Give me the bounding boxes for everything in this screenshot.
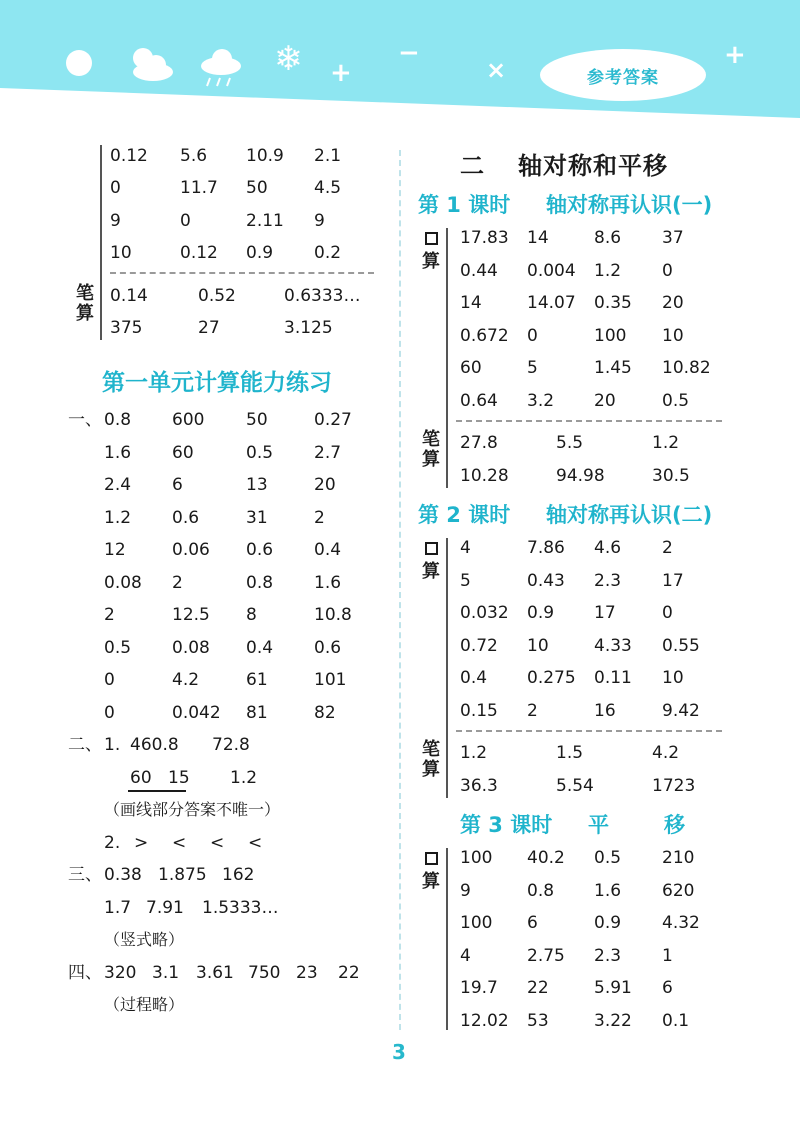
kousuan-label: 算: [422, 251, 440, 272]
value: 0: [110, 178, 121, 198]
value: 0: [662, 261, 673, 281]
value: 0.6333…: [284, 286, 361, 306]
note: （过程略）: [104, 995, 185, 1014]
comparison-symbol: <: [248, 833, 263, 853]
value: 3.2: [527, 391, 555, 411]
value: 0.6: [246, 540, 274, 560]
value: 0: [104, 670, 115, 690]
value: 6: [172, 475, 183, 495]
value: 5: [527, 358, 538, 378]
comparison-symbol: >: [134, 833, 149, 853]
value: 0.8: [104, 410, 132, 430]
lesson-title: 轴对称再认识(一): [546, 193, 713, 217]
value: 36.3: [460, 776, 498, 796]
value: 4.5: [314, 178, 342, 198]
value: 60: [130, 768, 152, 788]
value: 1.5: [556, 743, 584, 763]
value: 40.2: [527, 848, 565, 868]
value: 1723: [652, 776, 696, 796]
value: 6: [662, 978, 673, 998]
value: 8.6: [594, 228, 622, 248]
value: 1.6: [594, 881, 622, 901]
value: 12.02: [460, 1011, 509, 1031]
value: 3.61: [196, 963, 234, 983]
value: 7.91: [146, 898, 184, 918]
value: 23: [296, 963, 318, 983]
calc-bracket: [446, 848, 448, 1030]
value: 4.6: [594, 538, 622, 558]
section-separator: [456, 730, 722, 732]
value: 17.83: [460, 228, 509, 248]
value: 4.2: [652, 743, 680, 763]
sun-icon: [66, 50, 92, 76]
value: 0.4: [314, 540, 342, 560]
blank-square-icon: [425, 852, 438, 865]
kousuan-label: [420, 850, 442, 870]
value: 100: [460, 848, 493, 868]
kousuan-label: [420, 540, 442, 560]
value: 10: [110, 243, 132, 263]
value: 2: [527, 701, 538, 721]
answer-key-badge: 参考答案: [540, 49, 706, 101]
value: 1.5333…: [202, 898, 279, 918]
lesson-number: 第 2 课时: [418, 503, 511, 527]
value: 4.2: [172, 670, 200, 690]
value: 0.55: [662, 636, 700, 656]
value: 1.6: [314, 573, 342, 593]
section-separator: [110, 272, 374, 274]
value: 0.9: [594, 913, 622, 933]
value: 30.5: [652, 466, 690, 486]
value: 1.2: [652, 433, 680, 453]
comparison-symbol: <: [210, 833, 225, 853]
value: 210: [662, 848, 695, 868]
value: 1.2: [104, 508, 132, 528]
value: 0.38: [104, 865, 142, 885]
value: 1.875: [158, 865, 207, 885]
value: 0.8: [246, 573, 274, 593]
value: 0.35: [594, 293, 632, 313]
value: 600: [172, 410, 205, 430]
value: 20: [314, 475, 336, 495]
value: 20: [594, 391, 616, 411]
value: 9: [110, 211, 121, 231]
question-number: 三、: [68, 865, 102, 885]
bisuan-label: 笔算: [422, 739, 440, 780]
value: 2.11: [246, 211, 284, 231]
value: 0.9: [527, 603, 555, 623]
value: 12: [104, 540, 126, 560]
calc-bracket: [446, 538, 448, 798]
value: 10: [662, 668, 684, 688]
value: 0.5: [104, 638, 132, 658]
value: 4.32: [662, 913, 700, 933]
lesson-title: 移: [664, 813, 685, 837]
value: 2.7: [314, 443, 342, 463]
value: 60: [460, 358, 482, 378]
value: 0.6: [314, 638, 342, 658]
question-number: 四、: [68, 963, 102, 983]
value: 0.4: [460, 668, 488, 688]
value: 750: [248, 963, 281, 983]
page-number: 3: [392, 1040, 406, 1064]
value: 1.2: [594, 261, 622, 281]
value: 6: [527, 913, 538, 933]
value: 0.08: [104, 573, 142, 593]
section-title: 轴对称和平移: [518, 152, 668, 180]
value: 5.54: [556, 776, 594, 796]
value: 14: [527, 228, 549, 248]
value: 2.4: [104, 475, 132, 495]
cloud-sun-icon: [126, 44, 176, 84]
value: 1.6: [104, 443, 132, 463]
value: 5.6: [180, 146, 208, 166]
column-divider: [399, 150, 401, 1030]
value: 27.8: [460, 433, 498, 453]
lesson-title: 轴对称再认识(二): [546, 503, 713, 527]
value: 0.042: [172, 703, 221, 723]
value: 1.2: [460, 743, 488, 763]
comparison-symbol: <: [172, 833, 187, 853]
value: 7.86: [527, 538, 565, 558]
value: 72.8: [212, 735, 250, 755]
value: 14.07: [527, 293, 576, 313]
value: 5: [460, 571, 471, 591]
value: 460.8: [130, 735, 179, 755]
value: 0.4: [246, 638, 274, 658]
value: 0.44: [460, 261, 498, 281]
value: 5.91: [594, 978, 632, 998]
value: 3.1: [152, 963, 180, 983]
value: 0.08: [172, 638, 210, 658]
question-number: 一、: [68, 410, 102, 430]
value: 82: [314, 703, 336, 723]
snowflake-icon: ❄: [274, 39, 303, 79]
cloud-rain-icon: [198, 46, 244, 88]
value: 17: [594, 603, 616, 623]
sub-number: 1.: [104, 735, 121, 755]
value: 10.9: [246, 146, 284, 166]
value: 1.2: [230, 768, 258, 788]
value: 0: [527, 326, 538, 346]
value: 61: [246, 670, 268, 690]
value: 2: [314, 508, 325, 528]
lesson-number: 第 1 课时: [418, 193, 511, 217]
value: 2: [172, 573, 183, 593]
value: 0.6: [172, 508, 200, 528]
value: 14: [460, 293, 482, 313]
value: 0.5: [246, 443, 274, 463]
value: 16: [594, 701, 616, 721]
value: 4: [460, 538, 471, 558]
value: 10.82: [662, 358, 711, 378]
value: 2.3: [594, 946, 622, 966]
value: 2: [662, 538, 673, 558]
kousuan-label: 算: [422, 871, 440, 892]
kousuan-label: 算: [422, 561, 440, 582]
blank-square-icon: [425, 542, 438, 555]
value: 2.75: [527, 946, 565, 966]
blank-square-icon: [425, 232, 438, 245]
value: 50: [246, 410, 268, 430]
value: 1.45: [594, 358, 632, 378]
value: 60: [172, 443, 194, 463]
value: 0: [104, 703, 115, 723]
value: 0.64: [460, 391, 498, 411]
value: 0.15: [460, 701, 498, 721]
lesson-number: 第 3 课时: [460, 813, 553, 837]
value: 31: [246, 508, 268, 528]
value: 0.12: [110, 146, 148, 166]
plus-icon: +: [330, 58, 352, 88]
calc-bracket: [100, 145, 102, 340]
value: 3.125: [284, 318, 333, 338]
value: 0.5: [662, 391, 690, 411]
times-icon: ×: [486, 56, 507, 84]
value: 100: [594, 326, 627, 346]
kousuan-label: [420, 230, 442, 250]
value: 5.5: [556, 433, 584, 453]
value: 2.3: [594, 571, 622, 591]
value: 17: [662, 571, 684, 591]
value: 10.28: [460, 466, 509, 486]
value: 0.8: [527, 881, 555, 901]
value: 0.004: [527, 261, 576, 281]
value: 50: [246, 178, 268, 198]
value: 0.11: [594, 668, 632, 688]
value: 0: [662, 603, 673, 623]
value: 94.98: [556, 466, 605, 486]
value: 8: [246, 605, 257, 625]
value: 0.032: [460, 603, 509, 623]
value: 2.1: [314, 146, 342, 166]
value: 620: [662, 881, 695, 901]
unit-title: 第一单元计算能力练习: [102, 370, 332, 396]
value: 0.14: [110, 286, 148, 306]
plus-icon: +: [724, 40, 746, 70]
value: 9: [460, 881, 471, 901]
value: 22: [527, 978, 549, 998]
value: 1: [662, 946, 673, 966]
value: 9.42: [662, 701, 700, 721]
value: 10: [527, 636, 549, 656]
minus-icon: −: [398, 38, 420, 68]
value: 100: [460, 913, 493, 933]
value: 0.27: [314, 410, 352, 430]
section-separator: [456, 420, 722, 422]
value: 1.7: [104, 898, 132, 918]
note: （画线部分答案不唯一）: [104, 800, 281, 819]
value: 15: [168, 768, 190, 788]
value: 320: [104, 963, 137, 983]
value: 0.5: [594, 848, 622, 868]
value: 0.43: [527, 571, 565, 591]
value: 0.2: [314, 243, 342, 263]
underline: [128, 790, 186, 792]
value: 0: [180, 211, 191, 231]
value: 162: [222, 865, 255, 885]
section-number: 二: [460, 152, 485, 180]
value: 22: [338, 963, 360, 983]
value: 0.275: [527, 668, 576, 688]
value: 375: [110, 318, 143, 338]
value: 9: [314, 211, 325, 231]
question-number: 二、: [68, 735, 102, 755]
value: 3.22: [594, 1011, 632, 1031]
note: （竖式略）: [104, 930, 185, 949]
bisuan-label: 笔算: [76, 283, 94, 324]
value: 2: [104, 605, 115, 625]
value: 20: [662, 293, 684, 313]
calc-bracket: [446, 228, 448, 488]
value: 0.12: [180, 243, 218, 263]
value: 0.72: [460, 636, 498, 656]
value: 0.06: [172, 540, 210, 560]
value: 4.33: [594, 636, 632, 656]
value: 0.52: [198, 286, 236, 306]
value: 19.7: [460, 978, 498, 998]
value: 13: [246, 475, 268, 495]
value: 27: [198, 318, 220, 338]
value: 37: [662, 228, 684, 248]
value: 81: [246, 703, 268, 723]
value: 0.9: [246, 243, 274, 263]
sub-number: 2.: [104, 833, 121, 853]
value: 12.5: [172, 605, 210, 625]
value: 101: [314, 670, 347, 690]
value: 4: [460, 946, 471, 966]
value: 0.1: [662, 1011, 690, 1031]
value: 53: [527, 1011, 549, 1031]
bisuan-label: 笔算: [422, 429, 440, 470]
value: 0.672: [460, 326, 509, 346]
value: 10: [662, 326, 684, 346]
value: 11.7: [180, 178, 218, 198]
lesson-title: 平: [588, 813, 609, 837]
value: 10.8: [314, 605, 352, 625]
